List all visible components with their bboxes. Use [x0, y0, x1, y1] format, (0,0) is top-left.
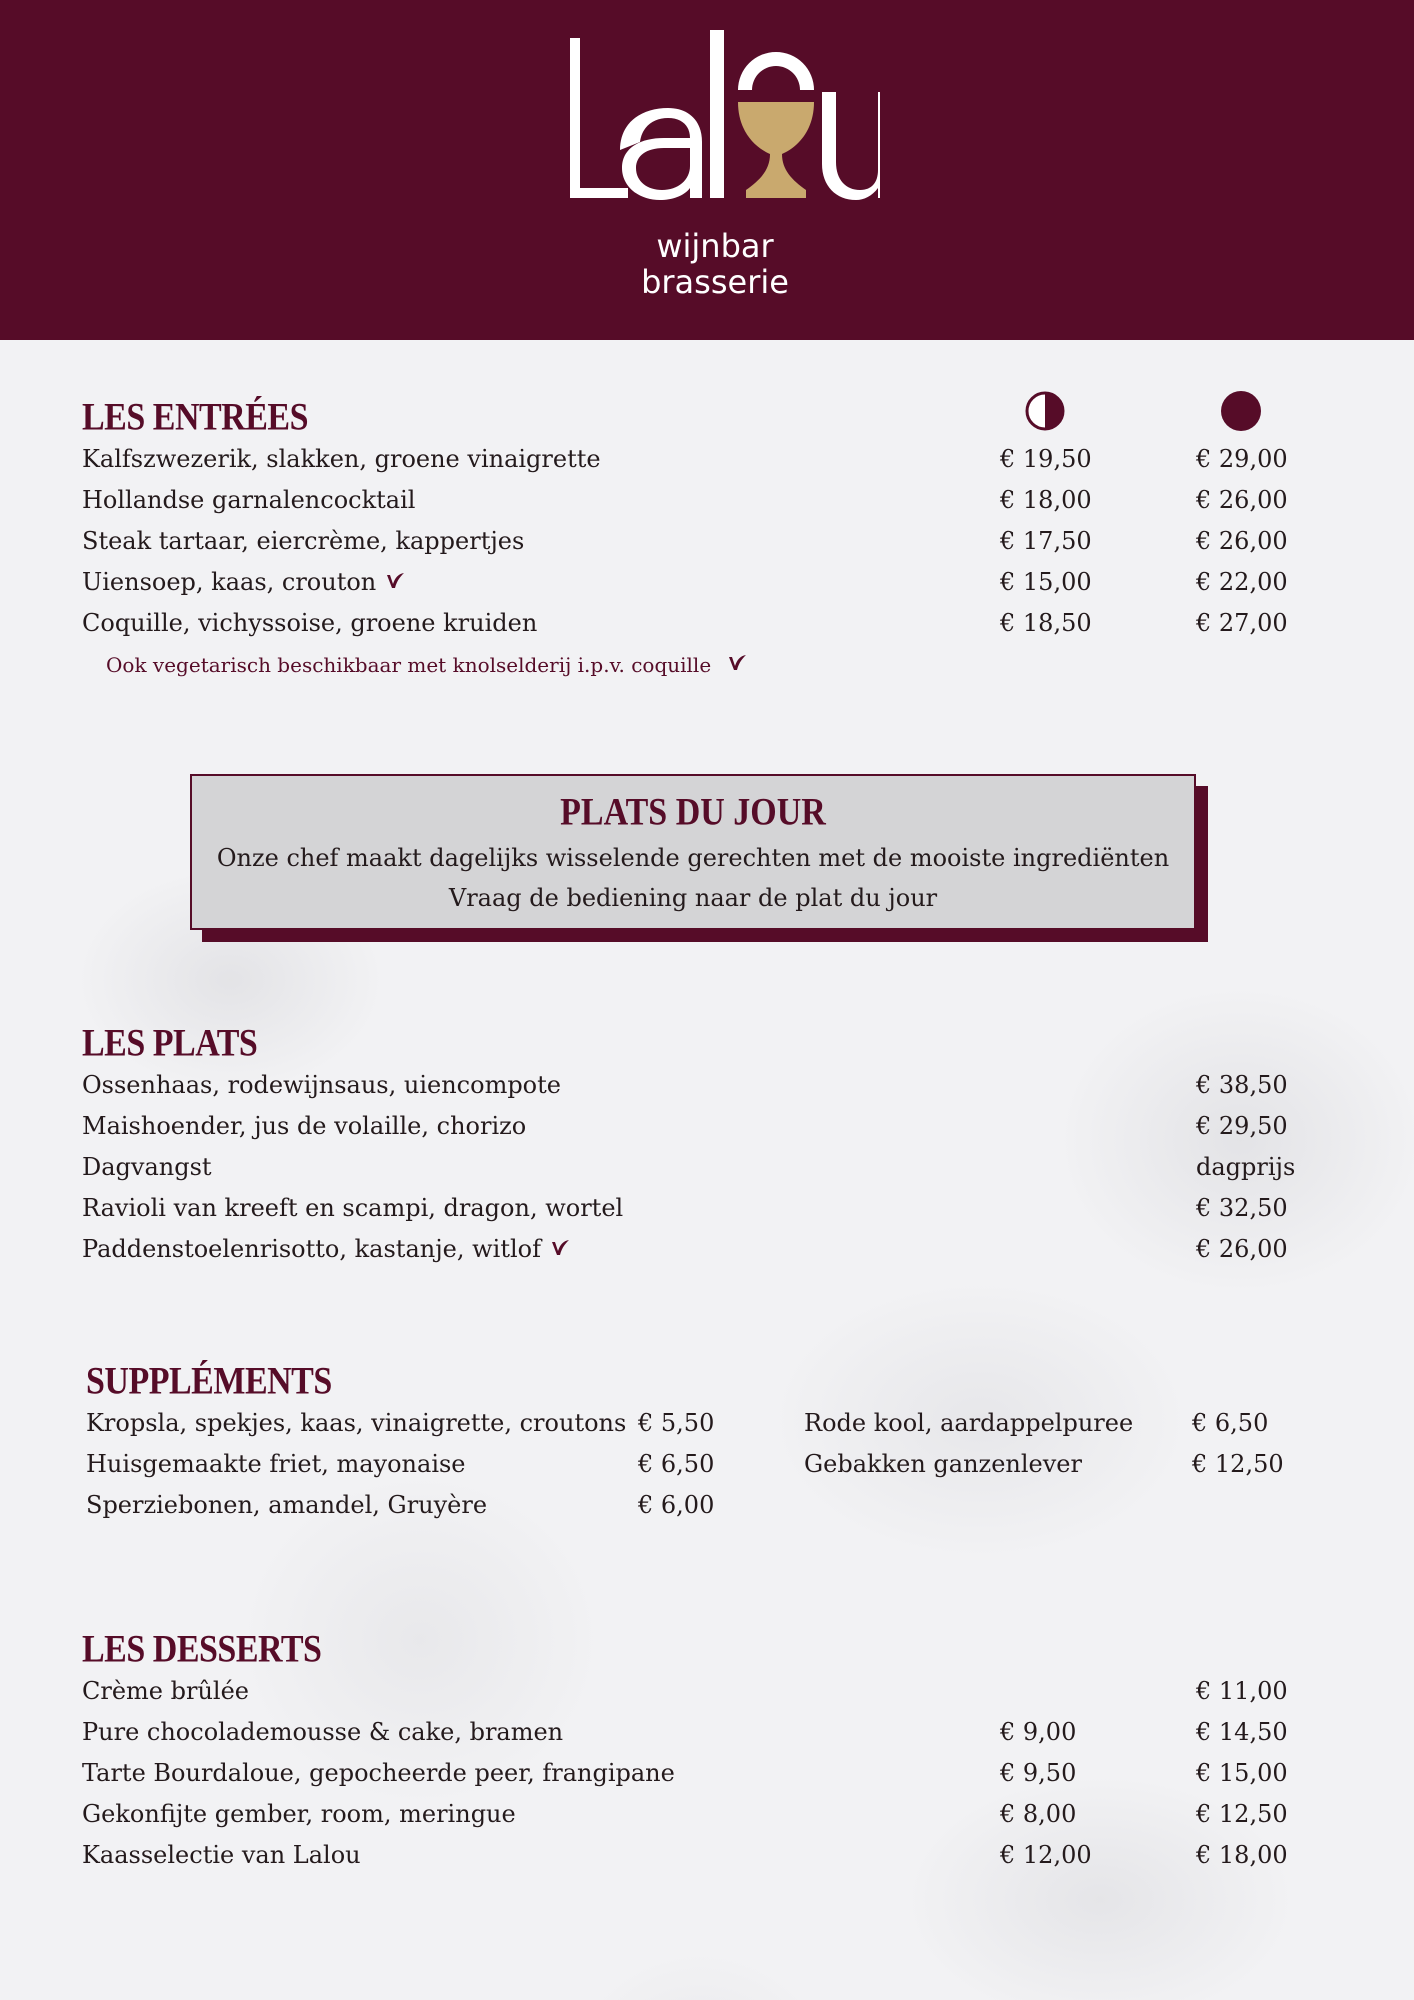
supplement-name: Rode kool, aardappelpuree [804, 1409, 1134, 1437]
price-full-portion: € 29,50 [1196, 1112, 1288, 1140]
price-half-portion: € 18,50 [1000, 609, 1092, 637]
leaf-icon [726, 652, 748, 674]
price-full-portion: € 26,00 [1196, 1235, 1288, 1263]
price-full-portion: € 29,00 [1196, 445, 1288, 473]
menu-row [0, 1193, 1414, 1225]
full-portion-icon [1220, 390, 1262, 432]
menu-row [0, 1111, 1414, 1143]
price-full-portion: € 32,50 [1196, 1194, 1288, 1222]
dish-name: Kaasselectie van Lalou [82, 1841, 361, 1869]
tagline-wijnbar: wijnbar [656, 227, 774, 265]
price-full-portion: € 14,50 [1196, 1718, 1288, 1746]
dish-name: Maishoender, jus de volaille, chorizo [82, 1112, 527, 1140]
supplement-name: Sperziebonen, amandel, Gruyère [86, 1491, 488, 1519]
price-full-portion: € 38,50 [1196, 1071, 1288, 1099]
menu-row [0, 444, 1414, 476]
dish-name: Crème brûlée [82, 1677, 250, 1705]
dish-name: Paddenstoelenrisotto, kastanje, witlof [82, 1234, 571, 1264]
menu-row [0, 608, 1414, 640]
leaf-icon [549, 1237, 571, 1259]
price-half-portion: € 19,50 [1000, 445, 1092, 473]
menu-row [0, 1758, 1414, 1790]
plats-du-jour-title: PLATS DU JOUR [560, 791, 826, 834]
supplement-name: Kropsla, spekjes, kaas, vinaigrette, croutons [86, 1409, 627, 1437]
menu-row [0, 1840, 1414, 1872]
supplement-price: € 6,00 [638, 1491, 715, 1519]
leaf-icon [384, 570, 406, 592]
vegetarian-note-text: Ook vegetarisch beschikbaar met knolselderij i.p.v. coquille [106, 653, 712, 677]
menu-row [0, 1799, 1414, 1831]
price-full-portion: € 12,50 [1196, 1800, 1288, 1828]
price-full-portion: € 18,00 [1196, 1841, 1288, 1869]
plats-title: LES PLATS [82, 1022, 258, 1065]
dish-name: Kalfszwezerik, slakken, groene vinaigrette [82, 445, 601, 473]
price-half-portion: € 12,00 [1000, 1841, 1092, 1869]
menu-row [0, 1152, 1414, 1184]
price-full-portion: € 11,00 [1196, 1677, 1288, 1705]
dish-name: Hollandse garnalencocktail [82, 486, 416, 514]
price-full-portion: € 27,00 [1196, 609, 1288, 637]
price-half-portion: € 18,00 [1000, 486, 1092, 514]
price-half-portion: € 9,50 [1000, 1759, 1077, 1787]
tagline-brasserie: brasserie [641, 263, 789, 301]
supplement-price: € 6,50 [1192, 1409, 1269, 1437]
dish-name: Steak tartaar, eiercrème, kappertjes [82, 527, 525, 555]
price-full-portion: € 15,00 [1196, 1759, 1288, 1787]
supplement-price: € 12,50 [1192, 1450, 1284, 1478]
menu-row [0, 567, 1414, 599]
price-half-portion: € 8,00 [1000, 1800, 1077, 1828]
dish-name: Uiensoep, kaas, crouton [82, 567, 406, 597]
price-full-portion: € 22,00 [1196, 568, 1288, 596]
supplement-price: € 6,50 [638, 1450, 715, 1478]
dish-name: Gekonfijte gember, room, meringue [82, 1800, 516, 1828]
price-half-portion: € 15,00 [1000, 568, 1092, 596]
price-half-portion: € 9,00 [1000, 1718, 1077, 1746]
supplement-name: Huisgemaakte friet, mayonaise [86, 1450, 466, 1478]
vegetarian-note [106, 652, 748, 677]
menu-row [0, 526, 1414, 558]
supplements-title: SUPPLÉMENTS [86, 1360, 332, 1403]
dish-name: Coquille, vichyssoise, groene kruiden [82, 609, 538, 637]
menu-row [0, 1070, 1414, 1102]
menu-row [0, 1676, 1414, 1708]
plats-du-jour-line1: Onze chef maakt dagelijks wisselende gerechten met de mooiste ingrediënten [216, 844, 1170, 872]
price-full-portion: € 26,00 [1196, 527, 1288, 555]
plats-du-jour-box [190, 774, 1196, 930]
dish-name: Ravioli van kreeft en scampi, dragon, wortel [82, 1194, 624, 1222]
menu-row [0, 1234, 1414, 1266]
dish-name: Pure chocolademousse & cake, bramen [82, 1718, 564, 1746]
plats-du-jour-line2: Vraag de bediening naar de plat du jour [448, 884, 938, 912]
dish-name: Tarte Bourdaloue, gepocheerde peer, frangipane [82, 1759, 675, 1787]
price-half-portion: € 17,50 [1000, 527, 1092, 555]
half-portion-icon [1024, 390, 1066, 432]
dish-name: Dagvangst [82, 1153, 212, 1181]
menu-row [0, 1717, 1414, 1749]
desserts-title: LES DESSERTS [82, 1628, 322, 1671]
supplement-price: € 5,50 [638, 1409, 715, 1437]
entrees-title: LES ENTRÉES [82, 396, 308, 439]
dish-name: Ossenhaas, rodewijnsaus, uiencompote [82, 1071, 561, 1099]
supplement-name: Gebakken ganzenlever [804, 1450, 1082, 1478]
price-full-portion: dagprijs [1196, 1153, 1296, 1181]
price-full-portion: € 26,00 [1196, 486, 1288, 514]
menu-row [0, 485, 1414, 517]
